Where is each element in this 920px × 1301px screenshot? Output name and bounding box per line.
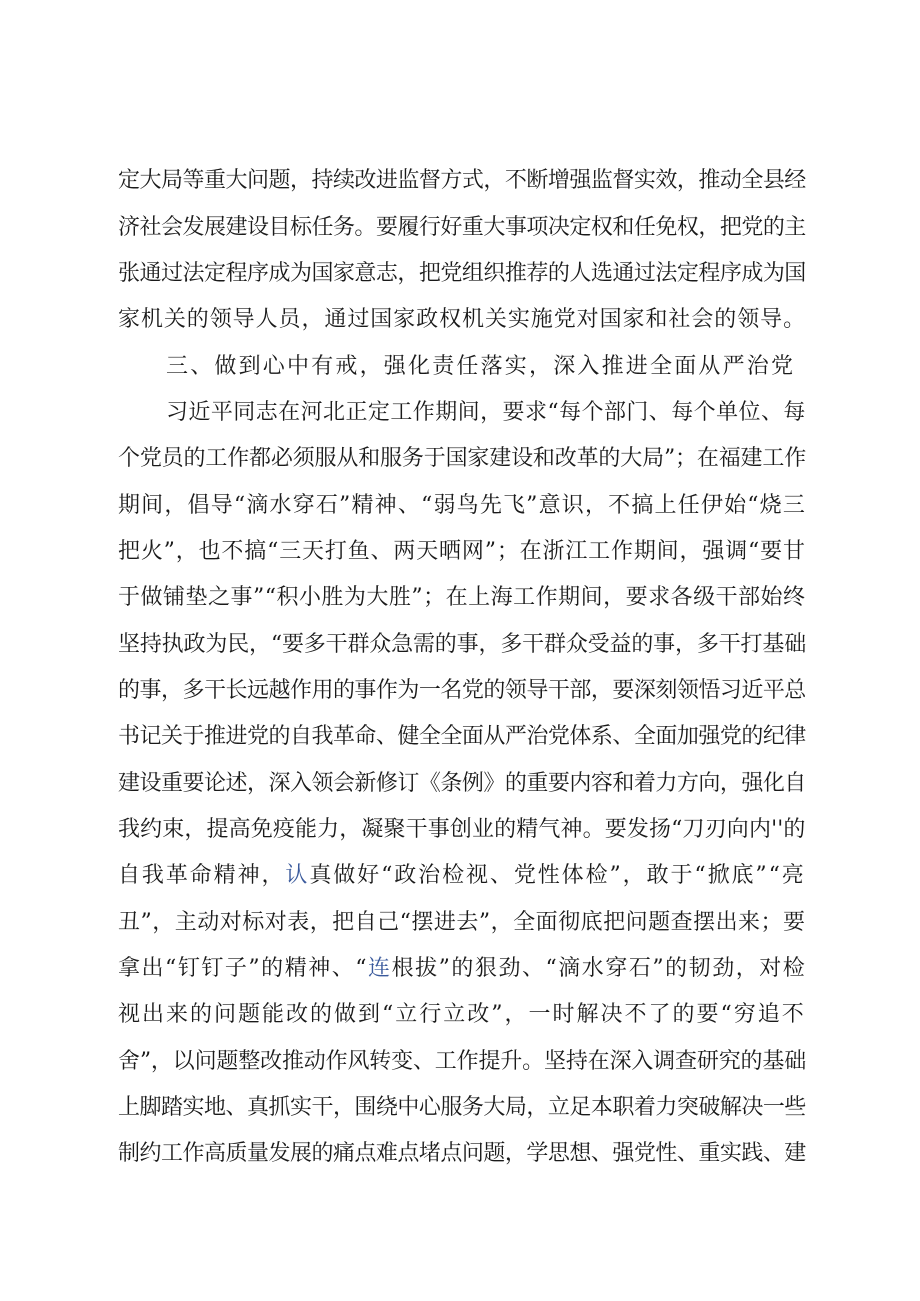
highlighted-char-lian: 连 — [368, 956, 392, 981]
line-13-part-b: 根拔”的狠劲、“滴水穿石”的韧劲，对检 — [391, 956, 807, 981]
paragraph-2-line-10: 我约束，提高免疫能力，凝聚干事创业的精气神。要发扬“刀刃向内''的 — [118, 817, 806, 842]
paragraph-1-line-1: 定大局等重大问题，持续改进监督方式，不断增强监督实效，推动全县经 — [118, 168, 806, 193]
line-11-part-b: 真做好“政治检视、党性体检”，敢于“掀底”“亮 — [309, 863, 806, 888]
paragraph-2-line-3: 期间，倡导“滴水穿石”精神、“弱鸟先飞”意识，不搞上任伊始“烧三 — [118, 493, 807, 518]
paragraph-2-line-11 — [118, 861, 806, 891]
paragraph-2-line-14: 视出来的问题能改的做到“立行立改”，一时解决不了的要“穷追不 — [118, 1002, 806, 1027]
paragraph-2-line-2: 个党员的工作都必须服从和服务于国家建设和改革的大局”；在福建工作 — [118, 446, 807, 471]
line-13-part-a: 拿出“钉钉子”的精神、“ — [118, 956, 369, 981]
paragraph-2-line-12: 丑”，主动对标对表，把自己“摆进去”，全面彻底把问题查摆出来；要 — [118, 910, 806, 935]
paragraph-2-line-1: 习近平同志在河北正定工作期间，要求“每个部门、每个单位、每 — [166, 400, 806, 425]
paragraph-2-line-15: 舍”，以问题整改推动作风转变、工作提升。坚持在深入调查研究的基础 — [118, 1049, 807, 1074]
section-heading: 三、做到心中有戒，强化责任落实，深入推进全面从严治党 — [166, 354, 796, 379]
paragraph-1-line-2: 济社会发展建设目标任务。要履行好重大事项决定权和任免权，把党的主 — [118, 215, 806, 240]
paragraph-2-line-16: 上脚踏实地、真抓实干，围绕中心服务大局，立足本职着力突破解决一些 — [118, 1095, 806, 1120]
paragraph-1-line-4: 家机关的领导人员，通过国家政权机关实施党对国家和社会的领导。 — [118, 307, 807, 332]
paragraph-2-line-8: 书记关于推进党的自我革命、健全全面从严治党体系、全面加强党的纪律 — [118, 724, 806, 749]
paragraph-2-line-9: 建设重要论述，深入领会新修订《条例》的重要内容和着力方向，强化自 — [118, 771, 806, 796]
paragraph-2-line-5: 于做铺垫之事”“积小胜为大胜”；在上海工作期间，要求各级干部始终 — [118, 585, 806, 610]
paragraph-2-line-7: 的事，多干长远越作用的事作为一名党的领导干部，要深刻领悟习近平总 — [118, 678, 806, 703]
paragraph-2-line-13 — [118, 954, 806, 984]
paragraph-2-line-6: 坚持执政为民，“要多干群众急需的事，多干群众受益的事，多干打基础 — [118, 632, 807, 657]
highlighted-char-ren: 认 — [285, 863, 310, 888]
paragraph-2-line-17: 制约工作高质量发展的痛点难点堵点问题，学思想、强党性、重实践、建 — [118, 1141, 806, 1166]
line-11-part-a: 自我革命精神， — [118, 863, 286, 888]
paragraph-2-line-4: 把火”，也不搞“三天打鱼、两天晒网”；在浙江工作期间，强调“要甘 — [118, 539, 806, 564]
paragraph-1-line-3: 张通过法定程序成为国家意志，把党组织推荐的人选通过法定程序成为国 — [118, 261, 806, 286]
